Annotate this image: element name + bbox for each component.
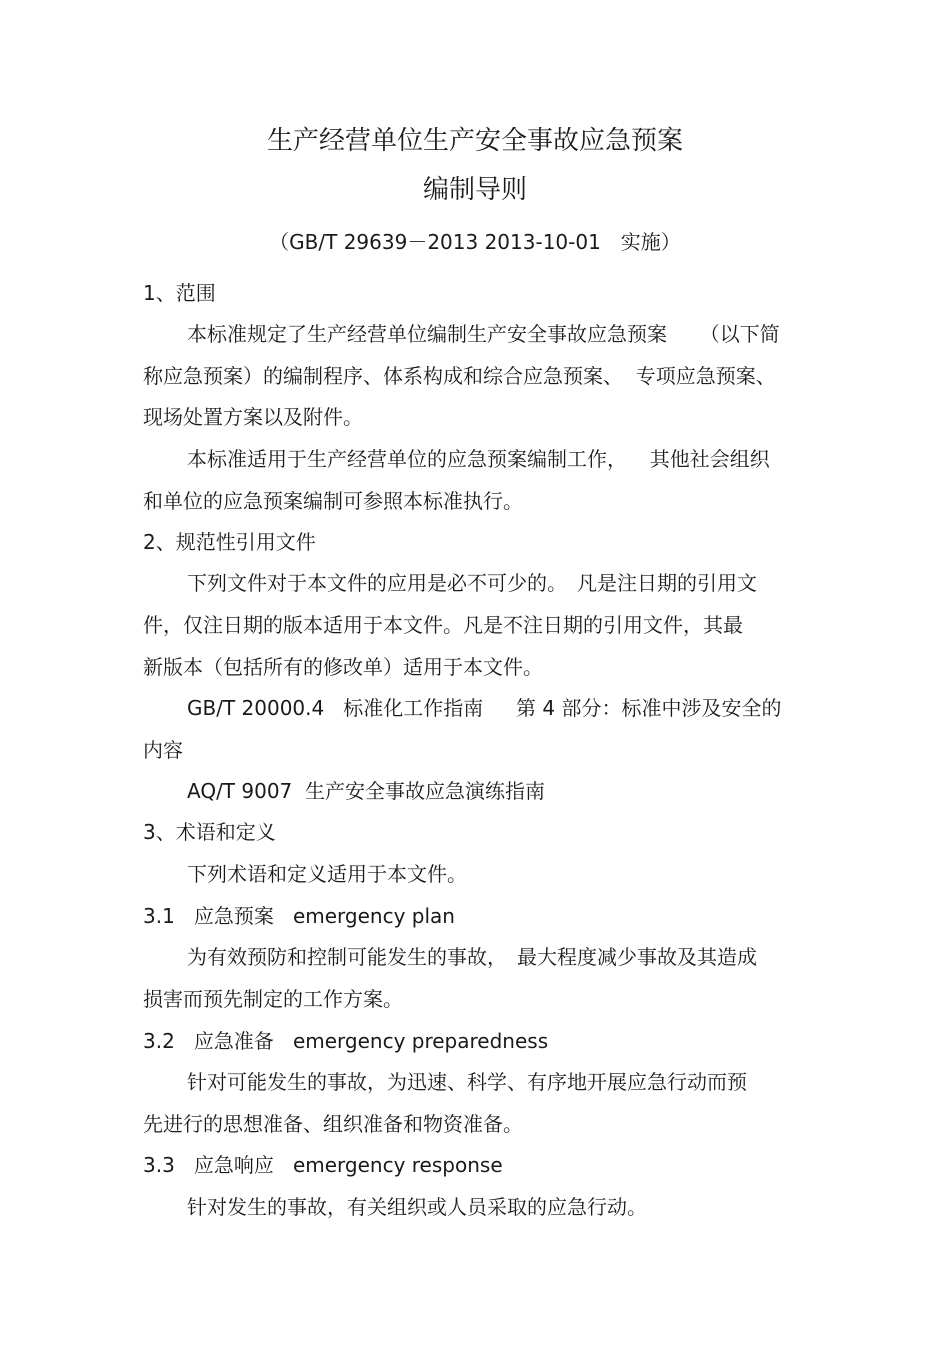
term-3-2-heading: 3.2 应急准备 emergency preparedness [143,1029,549,1053]
term-3-1-definition-line: 损害而预先制定的工作方案。 [143,987,403,1011]
section-1-paragraph-line: 现场处置方案以及附件。 [143,405,363,429]
term-3-3-heading: 3.3 应急响应 emergency response [143,1153,503,1177]
term-3-1-heading: 3.1 应急预案 emergency plan [143,904,455,928]
section-1-paragraph-line: 称应急预案）的编制程序、体系构成和综合应急预案、 专项应急预案、 [143,364,776,388]
section-3-heading: 3、术语和定义 [143,820,276,844]
section-1-paragraph-line: 本标准适用于生产经营单位的应急预案编制工作， 其他社会组织 [187,447,770,471]
normative-reference: AQ/T 9007 生产安全事故应急演练指南 [187,779,545,803]
section-2-paragraph-line: 件，仅注日期的版本适用于本文件。凡是不注日期的引用文件，其最 [143,613,743,637]
document-subtitle: 编制导则 [422,175,527,205]
document-title: 生产经营单位生产安全事故应急预案 [266,126,683,156]
section-2-paragraph-line: 下列文件对于本文件的应用是必不可少的。 凡是注日期的引用文 [187,571,757,595]
term-3-2-definition-line: 针对可能发生的事故，为迅速、科学、有序地开展应急行动而预 [187,1070,747,1094]
term-3-1-definition-line: 为有效预防和控制可能发生的事故， 最大程度减少事故及其造成 [187,945,757,969]
section-2-heading: 2、规范性引用文件 [143,530,316,554]
section-1-heading: 1、范围 [143,281,216,305]
normative-reference: GB/T 20000.4 标准化工作指南 第 4 部分：标准中涉及安全的 [187,696,782,720]
normative-reference-continued: 内容 [143,738,183,762]
section-1-paragraph-line: 本标准规定了生产经营单位编制生产安全事故应急预案 （以下简 [187,322,780,346]
standard-info: （GB/T 29639－2013 2013-10-01 实施） [269,230,681,254]
term-3-2-definition-line: 先进行的思想准备、组织准备和物资准备。 [143,1112,523,1136]
section-3-intro: 下列术语和定义适用于本文件。 [187,862,467,886]
section-1-paragraph-line: 和单位的应急预案编制可参照本标准执行。 [143,489,523,513]
term-3-3-definition-line: 针对发生的事故，有关组织或人员采取的应急行动。 [187,1195,647,1219]
section-2-paragraph-line: 新版本（包括所有的修改单）适用于本文件。 [143,655,543,679]
